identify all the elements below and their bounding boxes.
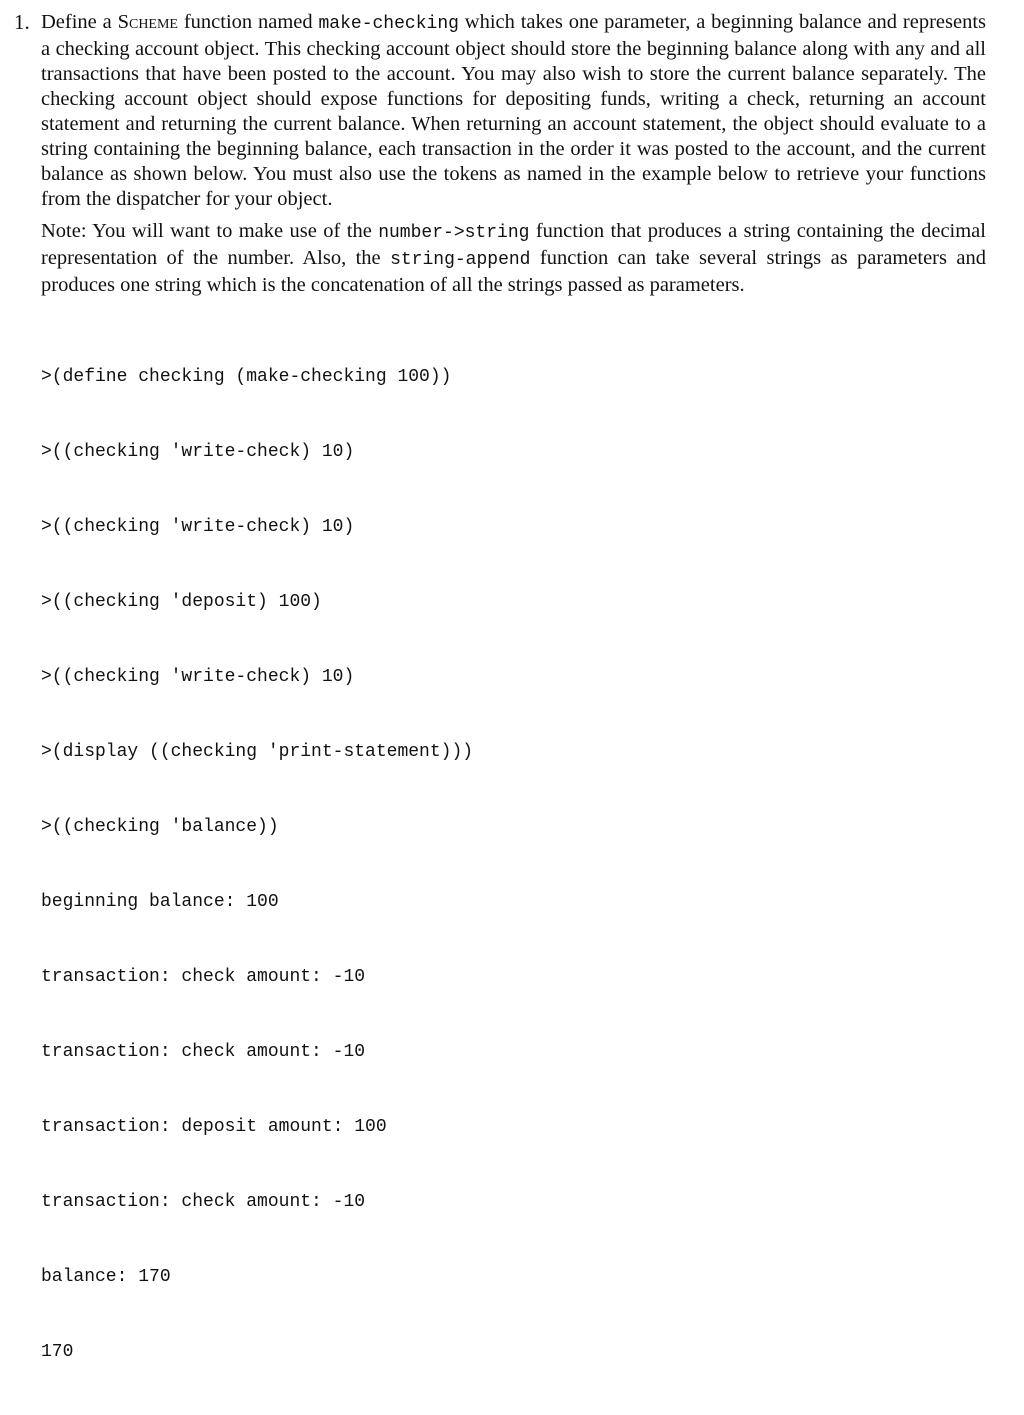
output-line: transaction: check amount: -10 — [41, 967, 366, 987]
output-line: transaction: deposit amount: 100 — [41, 1117, 387, 1137]
code-line: >((checking 'balance)) — [41, 817, 279, 837]
output-line: transaction: check amount: -10 — [41, 1192, 366, 1212]
output-line: transaction: check amount: -10 — [41, 1042, 366, 1062]
code-line: >((checking 'write-check) 10) — [41, 442, 355, 462]
code-line: >((checking 'write-check) 10) — [41, 667, 355, 687]
code-line: >((checking 'write-check) 10) — [41, 517, 355, 537]
problem-number: 1. — [14, 10, 30, 34]
string-append-code: string-append — [390, 250, 531, 270]
problem-note — [41, 219, 986, 298]
output-line: 170 — [41, 1342, 74, 1362]
problem-description — [41, 10, 986, 212]
note-text-3: function can take several strings as parameters and produces one string which is the concatenation of all the strings passed as parameters. — [41, 247, 986, 296]
scheme-term: Scheme — [117, 11, 178, 33]
intro-text-2: function named — [177, 11, 319, 33]
intro-text-3: which takes one parameter, a beginning balance and represents a checking account object. This checking account object should store the beginning balance along with any and all transactions that have been posted to the account. You may also wish to store the current balance separately. The checking account object should expose functions for depositing funds, writing a check, returning an account statement and returning the current balance. When returning an account statement, the object should evaluate to a string containing the beginning balance, each transaction in the order it was posted to the account, and the current balance as shown below. You must also use the tokens as named in the example below to retrieve your functions from the dispatcher for your object. — [41, 11, 987, 210]
output-line: balance: 170 — [41, 1267, 171, 1287]
code-line: >(display ((checking 'print-statement))) — [41, 742, 474, 762]
example-code-block — [41, 315, 473, 1415]
code-line: >((checking 'deposit) 100) — [41, 592, 322, 612]
intro-text-1: Define a — [41, 11, 118, 33]
note-text-2: function that produces a string containing the decimal representation of the number. Also, the — [41, 220, 986, 269]
note-text-1: Note: You will want to make use of the — [41, 220, 379, 242]
function-name-code: make-checking — [318, 14, 459, 34]
number-to-string-code: number->string — [378, 223, 530, 243]
output-line: beginning balance: 100 — [41, 892, 279, 912]
code-line: >(define checking (make-checking 100)) — [41, 367, 452, 387]
